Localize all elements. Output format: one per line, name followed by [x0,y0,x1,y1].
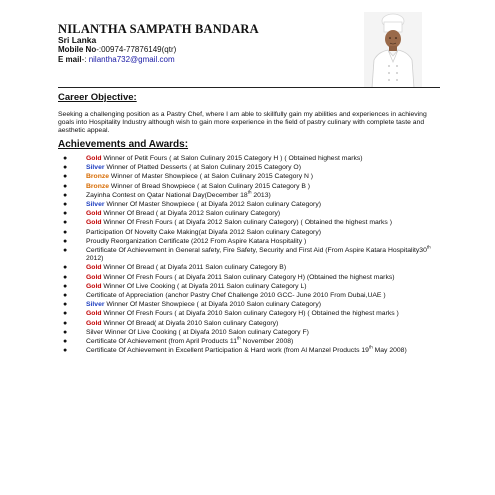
award-text: Winner Of Live Cooking ( at Diyafa 2011 Salon culinary Category L) [101,282,307,290]
email-label: E mail [58,55,82,64]
award-item [58,310,442,318]
bullet-icon: ● [63,292,68,300]
medal-label: Silver [86,301,105,309]
award-text: Winner of Platted Desserts ( at Salon Culinary 2015 Category O) [104,164,301,172]
email-line [58,55,175,64]
medal-label: Bronze [86,173,110,181]
award-item [58,201,442,209]
bullet-icon: ● [63,191,68,199]
medal-label: Gold [86,273,102,281]
award-item [58,320,442,328]
award-item [58,210,442,218]
bullet-icon: ● [63,164,68,172]
award-text: Winner Of Master Showpiece ( at Diyafa 2010 Salon culinary Category) [104,301,321,309]
award-text: Certificate Of Achievement in General safety, Fire Safety, Security and First Aid (From Aspire Katara Hospitality30th 2012) [86,244,431,263]
bullet-icon: ● [63,237,68,245]
medal-label: Silver [86,164,105,172]
bullet-icon: ● [63,310,68,318]
award-item [58,189,442,200]
chef-photo [364,12,422,88]
achievements-heading: Achievements and Awards: [58,139,189,150]
bullet-icon: ● [63,264,68,272]
medal-label: Gold [86,282,102,290]
award-item [58,301,442,309]
award-item [58,274,442,282]
award-item [58,264,442,272]
award-text: Winner Of Bread ( at Diyafa 2011 Salon culinary Category B) [101,264,287,272]
bullet-icon: ● [63,273,68,281]
email-separator: -: [81,55,89,64]
medal-label: Gold [86,264,102,272]
award-text: Winner Of Fresh Fours ( at Diyafa 2012 Salon culinary Category) ( Obtained the highest marks ) [101,219,392,227]
bullet-icon: ● [63,282,68,290]
award-text: Winner Of Bread( at Diyafa 2010 Salon culinary Category) [101,319,279,327]
award-item [58,347,442,355]
medal-label: Gold [86,219,102,227]
bullet-icon: ● [63,182,68,190]
bullet-icon: ● [63,347,68,355]
bullet-icon: ● [63,319,68,327]
medal-label: Bronze [86,182,110,190]
award-text: Winner Of Bread ( at Diyafa 2012 Salon culinary Category) [101,210,281,218]
award-text: Participation Of Novelty Cake Making(at Diyafa 2012 Salon culinary Category) [86,228,321,236]
award-item [58,164,442,172]
award-item [58,244,442,263]
award-text: Winner of Bread Showpiece ( at Salon Culinary 2015 Category B ) [109,182,311,190]
candidate-country: Sri Lanka [58,35,97,45]
bullet-icon: ● [63,328,68,336]
medal-label: Gold [86,310,102,318]
bullet-icon: ● [63,201,68,209]
candidate-name: NILANTHA SAMPATH BANDARA [58,22,259,36]
award-text: Winner of Master Showpiece ( at Salon Culinary 2015 Category N ) [109,173,314,181]
career-objective-heading: Career Objective: [58,92,137,103]
medal-label: Gold [86,210,102,218]
award-item [58,238,442,246]
email-link[interactable]: nilantha732@gmail.com [88,55,175,64]
award-item [58,219,442,227]
bullet-icon: ● [63,301,68,309]
award-item [58,155,442,163]
bullet-icon: ● [63,338,68,346]
bullet-icon: ● [63,173,68,181]
mobile-line [58,45,176,54]
medal-label: Silver [86,201,105,209]
header-divider [58,87,440,88]
award-text: Winner Of Master Showpiece ( at Diyafa 2012 Salon culinary Category) [104,201,321,209]
award-text: Certificate Of Achievement (from April Products 11th November 2008) [86,335,294,346]
bullet-icon: ● [63,247,68,255]
award-text: Certificate of Appreciation (anchor Pastry Chef Challenge 2010 GCC- June 2010 From Dubai,UAE ) [86,292,386,300]
award-item [58,173,442,181]
bullet-icon: ● [63,210,68,218]
award-text: Winner of Petit Fours ( at Salon Culinary 2015 Category H ) ( Obtained highest marks) [101,155,363,162]
award-item [58,229,442,237]
award-text: Winner Of Fresh Fours ( at Diyafa 2011 Salon culinary Category H) (Obtained the highest marks) [101,273,395,281]
award-text: Certificate Of Achievement in Excellent Participation & Hard work (from Al Manzel Products 19th May 2008) [86,345,407,355]
award-item [58,283,442,291]
medal-label: Gold [86,319,102,327]
award-item [58,335,442,346]
bullet-icon: ● [63,219,68,227]
award-text: Zayinha Contest on Qatar National Day(December 18th 2013) [86,189,271,199]
bullet-icon: ● [63,228,68,236]
bullet-icon: ● [63,155,68,162]
award-item [58,329,442,337]
career-objective-text: Seeking a challenging position as a Pastry Chef, where I am able to skillfully gain my abilities and experiences in achieving goals into Hospitality Industry although wish to gain more experience in the field of pastry culinary with complete taste and aesthetic appeal. [58,111,427,135]
award-text: Proudly Reorganization Certificate (2012 From Aspire Katara Hospitality ) [86,237,307,245]
award-text: Winner Of Fresh Fours ( at Diyafa 2010 Salon culinary Category H) ( Obtained the highest marks ) [101,310,399,318]
award-item [58,292,442,300]
mobile-label: Mobile No [58,45,97,54]
awards-list [58,155,442,356]
medal-label: Gold [86,155,102,162]
mobile-value: -:00974-77876149(qtr) [96,45,177,54]
award-text: Silver Winner Of Live Cooking ( at Diyafa 2010 Salon culinary Category F) [86,328,309,336]
